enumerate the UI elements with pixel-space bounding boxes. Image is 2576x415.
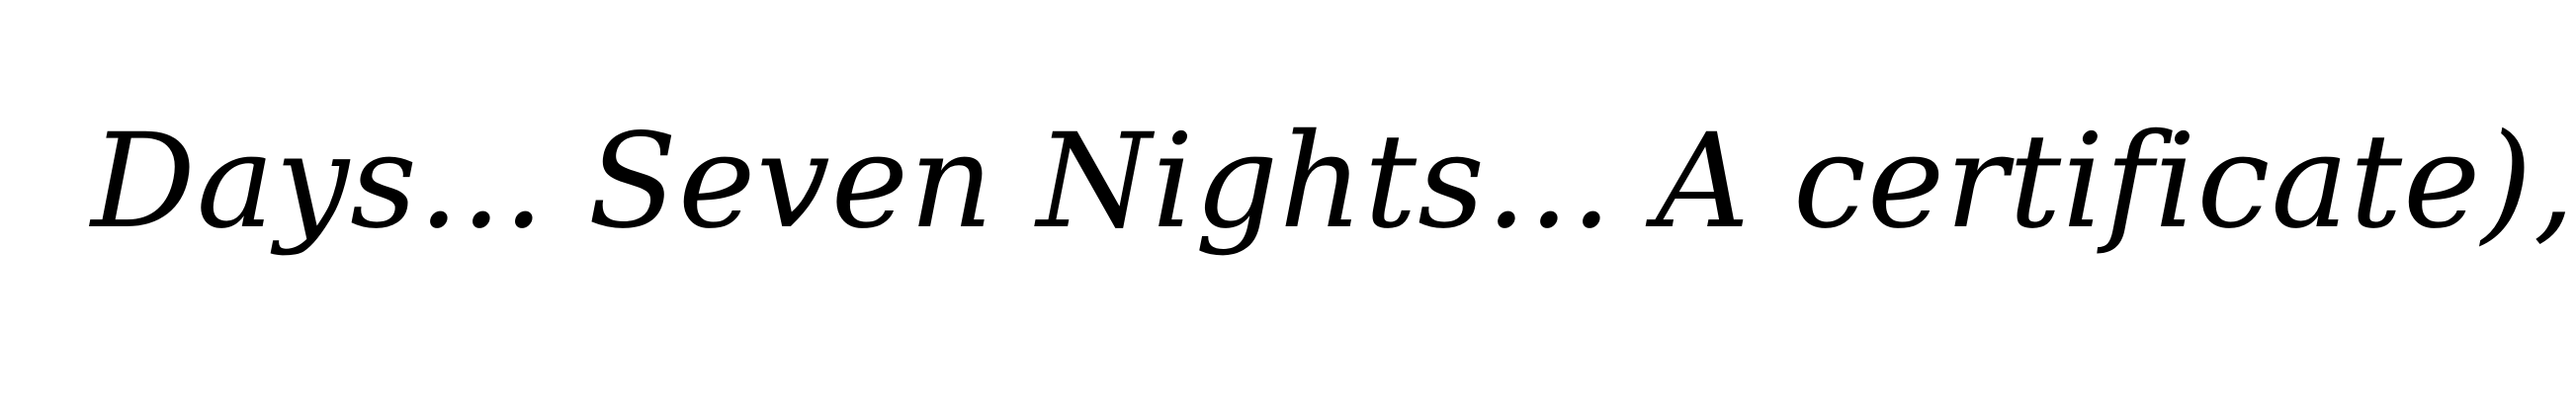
- handwritten-text-line: Days... Seven Nights... A certificate),: [91, 106, 2576, 258]
